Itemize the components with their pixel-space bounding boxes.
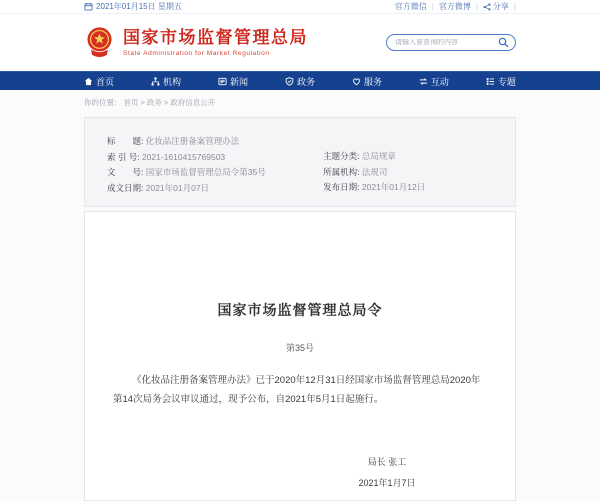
nav-item-gov[interactable] [285,75,315,88]
separator: | [431,2,434,11]
meta-row-publish-date [323,180,493,196]
list-icon [486,77,495,86]
signer-name: 局长 张工 [367,457,407,467]
search-icon[interactable] [498,37,509,48]
nav-label: 政务 [296,76,315,87]
nav-label: 首页 [96,76,115,87]
document-title: 国家市场监督管理总局令 [217,302,383,318]
meta-label: 所属机构: [323,166,362,177]
news-icon [218,77,227,86]
meta-value: 化妆品注册备案管理办法 [145,136,240,146]
breadcrumb [0,90,600,117]
separator: | [475,2,478,11]
search-input[interactable] [395,39,498,46]
share-label: 分享 [492,2,509,11]
meta-value: 2021年01月12日 [361,182,426,192]
meta-label: 文 号: [107,167,146,177]
nav-label: 服务 [363,76,382,87]
org-chart-icon [151,77,160,86]
nav-item-interact[interactable] [419,75,449,88]
site-header [0,14,600,71]
home-icon [84,77,93,86]
national-emblem-logo [84,25,115,60]
meta-label: 成文日期: [107,182,146,193]
meta-label: 索 引 号: [107,151,142,162]
meta-label: 标 题: [107,136,146,146]
meta-row-index [107,150,323,166]
date-text: 2021年01月15日 星期五 [96,2,182,11]
share-icon [483,3,491,11]
document-number: 第35号 [285,343,314,353]
metadata-left-column [107,134,323,196]
nav-item-org[interactable] [151,75,181,88]
nav-item-news[interactable] [218,75,248,88]
meta-value: 2021-1610415769503 [141,151,226,162]
calendar-icon [84,2,93,11]
search-box [386,34,516,51]
breadcrumb-prefix: 你的位置： [84,98,122,107]
nav-item-topic[interactable] [486,75,516,88]
share-link[interactable] [483,1,509,12]
meta-value: 法规司 [361,166,388,177]
nav-item-service[interactable] [352,75,382,88]
breadcrumb-separator: > [140,98,145,107]
signature-block [299,455,475,489]
breadcrumb-home[interactable]: 首页 [123,98,139,107]
nav-item-home[interactable] [84,75,114,88]
metadata-right-column [323,134,493,196]
top-utility-bar [0,0,600,14]
document-body-paragraph: 《化妆品注册备案管理办法》已于2020年12月31日经国家市场监督管理总局2020年第14次局务会议审议通过，现予公布，自2021年5月1日起施行。 [113,375,481,405]
site-title-block [123,28,308,57]
site-title: 国家市场监督管理总局 [123,28,308,47]
official-weibo-link[interactable]: 官方微博 [438,2,471,11]
meta-row-agency [323,165,493,181]
meta-value: 2021年01月07日 [145,182,210,193]
nav-label: 专题 [497,76,516,87]
meta-value: 总局规章 [361,151,396,161]
meta-label: 发布日期: [323,182,362,192]
main-nav [0,71,600,90]
current-date [84,1,182,12]
breadcrumb-gov[interactable]: 政务 [146,98,162,107]
breadcrumb-info-disclosure[interactable]: 政府信息公开 [170,98,216,107]
shield-icon [285,77,294,86]
site-title-en: State Administration for Market Regulation [123,50,270,57]
nav-label: 机构 [162,76,181,87]
separator: | [513,2,516,11]
meta-row-category [323,149,493,165]
meta-row-title [107,134,323,150]
official-wechat-link[interactable]: 官方微信 [394,2,427,11]
meta-row-written-date [107,181,323,197]
signature-date: 2021年1月7日 [358,478,416,488]
nav-label: 新闻 [229,76,248,87]
exchange-arrows-icon [419,77,428,86]
nav-label: 互动 [430,76,449,87]
heart-icon [352,77,361,86]
breadcrumb-separator: > [163,98,169,107]
meta-label: 主题分类: [323,151,362,161]
document-content-card [84,211,516,501]
document-metadata-panel [84,117,516,207]
meta-row-number [107,165,323,181]
meta-value: 国家市场监督管理总局令第35号 [145,167,266,177]
